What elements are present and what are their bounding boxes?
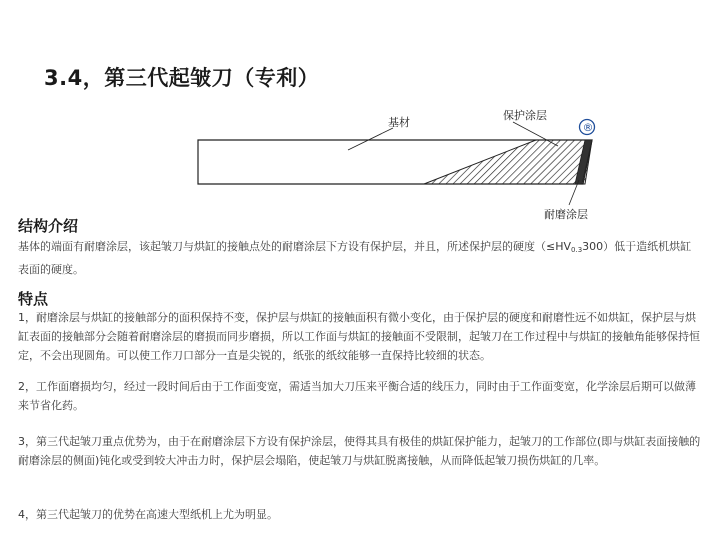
feature-item-4: 4，第三代起皱刀的优势在高速大型纸机上尤为明显。 (18, 508, 278, 521)
structure-text-b: 300）低于造纸机烘缸表面的硬度。 (18, 240, 692, 276)
features-heading: 特点 (18, 290, 49, 308)
hardness-subscript: 0.3 (571, 246, 583, 254)
wear-coating-label: 耐磨涂层 (544, 208, 588, 221)
feature-item-1: 1，耐磨涂层与烘缸的接触部分的面积保持不变，保护层与烘缸的接触面积有微小变化，由于保护层的硬度和耐磨性远不如烘缸，保护层与烘缸表面的接触部分会随着耐磨涂层的磨损而同步磨损，所以工作面与烘缸的接触面不受限制，起皱刀在工作过程中与烘缸的接触角能够保持恒定，不会出现圆角。可以使工作刀口部分一直是尖锐的，纸张的纸纹能够一直保持比较细的状态。 (18, 311, 700, 362)
structure-heading: 结构介绍 (18, 217, 79, 235)
feature-item-3: 3，第三代起皱刀重点优势为，由于在耐磨涂层下方设有保护涂层，使得其具有极佳的烘缸保护能力，起皱刀的工作部位(即与烘缸表面接触的耐磨涂层的侧面)钝化或受到较大冲击力时，保护层会塌陷，使起皱刀与烘缸脱离接触，从而降低起皱刀损伤烘缸的几率。 (18, 435, 701, 467)
page-title: 3.4，第三代起皱刀（专利） (44, 66, 320, 90)
structure-paragraph (18, 237, 702, 279)
registered-mark-icon: ® (582, 121, 594, 134)
protective-coating-label: 保护涂层 (503, 109, 547, 122)
structure-text-a: 基体的端面有耐磨涂层，该起皱刀与烘缸的接触点处的耐磨涂层下方设有保护层，并且，所述保护层的硬度（≤HV (18, 240, 572, 253)
substrate-label: 基材 (388, 116, 410, 129)
blade-diagram (0, 0, 720, 230)
feature-item-2: 2，工作面磨损均匀，经过一段时间后由于工作面变宽，需适当加大刀压来平衡合适的线压力，同时由于工作面变宽，化学涂层后期可以做薄来节省化药。 (18, 380, 696, 412)
